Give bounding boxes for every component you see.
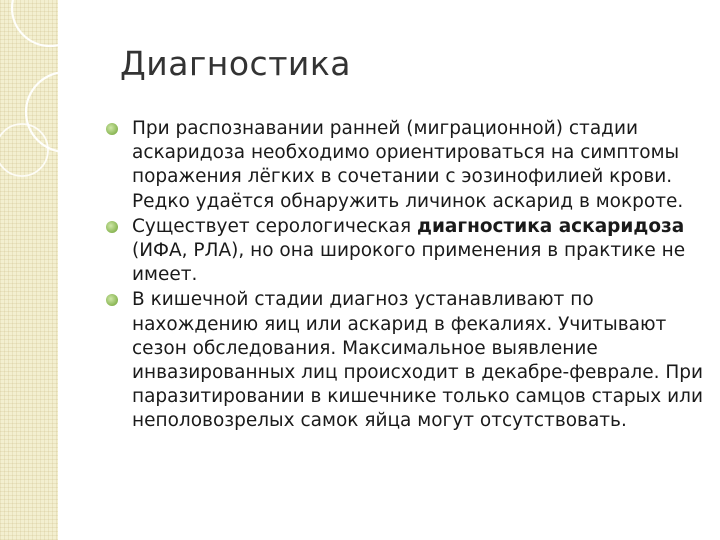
bullet-icon [106, 294, 118, 306]
bullet-item-serology [106, 215, 706, 288]
slide-title: Диагностика [120, 44, 352, 83]
bullet-text-part: Существует серологическая [132, 215, 418, 237]
bullet-text: При распознавании ранней (миграционной) стадии аскаридоза необходимо ориентироваться на симптомы поражения лёгких в сочетании с эозинофилией крови. Редко удаётся обнаружить личинок аскарид в мокроте. [132, 118, 684, 212]
bullet-icon [106, 123, 118, 135]
bullet-bold-term: диагностика аскаридоза [417, 215, 685, 237]
bullet-icon [106, 221, 118, 233]
bullet-text-part: (ИФА, РЛА), но она широкого применения в практике не имеет. [132, 240, 686, 286]
bullet-text [132, 216, 685, 285]
bullet-item-early-stage [106, 117, 706, 214]
bullet-item-intestinal-stage [106, 288, 706, 433]
bullet-text: В кишечной стадии диагноз устанавливают по нахождению яиц или аскарид в фекалиях. Учитывают сезон обследования. Максимальное выявление инвазированных лиц происходит в декабре-феврале. При паразитировании в кишечнике только самцов старых или неполовозрелых самок яйца могут отсутствовать. [132, 289, 704, 432]
decorative-circles [0, 0, 120, 230]
bullet-list [106, 117, 706, 434]
